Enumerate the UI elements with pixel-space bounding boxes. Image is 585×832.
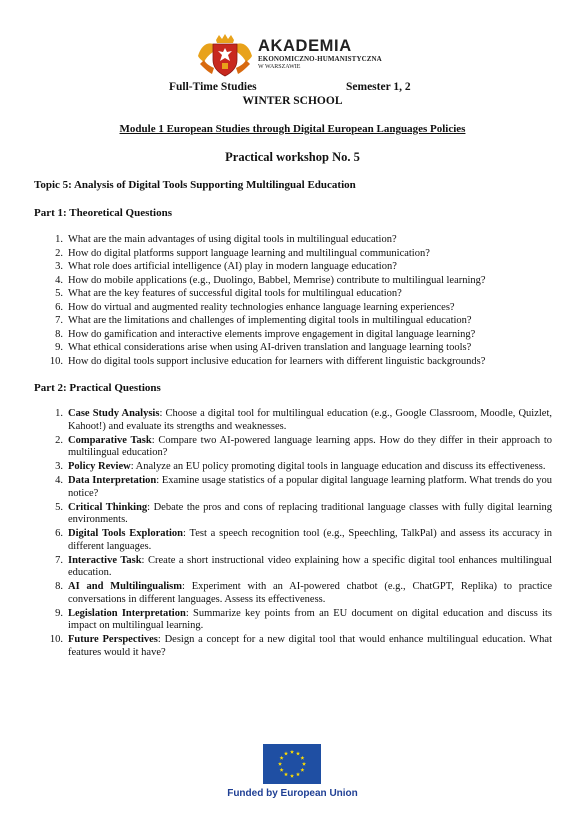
item-number: 5. bbox=[55, 288, 63, 299]
task-text: : Debate the pros and cons of replacing traditional language classes with fully digital learning environments. bbox=[68, 501, 552, 525]
task-text: : Create a short instructional video explaining how a specific digital tool enhances multilingual education. bbox=[68, 554, 552, 578]
logo-location: W WARSZAWIE bbox=[258, 64, 301, 70]
list-item bbox=[46, 555, 552, 580]
list-item bbox=[46, 328, 556, 342]
item-number: 10. bbox=[49, 355, 63, 367]
task-text: : Test a speech recognition tool (e.g., Speechling, TalkPal) and assess its accuracy in different languages. bbox=[68, 528, 552, 552]
list-item bbox=[46, 408, 552, 433]
question-text: How do virtual and augmented reality technologies enhance language learning experiences? bbox=[68, 301, 455, 313]
eu-flag-icon bbox=[263, 744, 321, 784]
topic-heading: Topic 5: Analysis of Digital Tools Supporting Multilingual Education bbox=[34, 179, 356, 191]
semester: Semester 1, 2 bbox=[346, 81, 411, 93]
workshop-title: Practical workshop No. 5 bbox=[225, 150, 360, 164]
task-text: : Summarize key points from an EU document on digital education and discuss its impact on multilingual learning. bbox=[68, 607, 552, 631]
item-number: 4. bbox=[55, 274, 63, 286]
question-text: How do mobile applications (e.g., Duolingo, Babbel, Memrise) contribute to multilingual learning? bbox=[68, 274, 486, 286]
item-number: 9. bbox=[55, 607, 63, 619]
list-item bbox=[46, 502, 552, 527]
task-label: Future Perspectives bbox=[68, 634, 158, 645]
item-number: 7. bbox=[55, 315, 63, 326]
task-label: Digital Tools Exploration bbox=[68, 528, 183, 539]
item-number: 4. bbox=[55, 475, 63, 486]
question-text: What are the limitations and challenges of implementing digital tools in multilingual education? bbox=[68, 315, 472, 326]
task-text: : Examine usage statistics of a popular digital language learning platform. What trends do you notice? bbox=[68, 475, 552, 499]
task-label: Legislation Interpretation bbox=[68, 607, 186, 619]
list-item bbox=[46, 341, 556, 355]
task-text: : Experiment with an AI-powered chatbot (e.g., ChatGPT, Replika) to practice conversations in different languages. Assess its effectiveness. bbox=[68, 581, 552, 605]
item-number: 5. bbox=[55, 501, 63, 513]
task-label: AI and Multilingualism bbox=[68, 581, 182, 592]
part1-heading: Part 1: Theoretical Questions bbox=[34, 207, 172, 219]
module-title: Module 1 European Studies through Digital European Languages Policies bbox=[119, 123, 466, 135]
task-label: Comparative Task bbox=[68, 434, 152, 446]
task-label: Interactive Task bbox=[68, 554, 142, 566]
funding-note: Funded by European Union bbox=[227, 788, 358, 799]
item-number: 3. bbox=[55, 461, 63, 472]
list-item bbox=[46, 355, 556, 369]
list-item bbox=[46, 233, 556, 247]
question-text: What are the main advantages of using digital tools in multilingual education? bbox=[68, 234, 397, 245]
task-label: Policy Review bbox=[68, 461, 131, 472]
practical-questions-list bbox=[46, 408, 552, 661]
task-label: Case Study Analysis bbox=[68, 408, 160, 419]
list-item bbox=[46, 475, 552, 500]
question-text: What role does artificial intelligence (AI) play in modern language education? bbox=[68, 261, 397, 272]
university-logo bbox=[196, 34, 396, 78]
logo-subtitle: EKONOMICZNO-HUMANISTYCZNA bbox=[258, 55, 382, 63]
theoretical-questions-list bbox=[46, 233, 556, 368]
item-number: 1. bbox=[55, 408, 63, 419]
question-text: How do digital tools support inclusive education for learners with different linguistic backgrounds? bbox=[68, 355, 486, 367]
task-text: : Choose a digital tool for multilingual education (e.g., Google Classroom, Moodle, Quizlet, Kahoot!) and evaluate its strengths and weaknesses. bbox=[68, 408, 553, 432]
task-text: : Analyze an EU policy promoting digital tools in language education and discuss its effectiveness. bbox=[130, 461, 546, 472]
list-item bbox=[46, 528, 552, 553]
item-number: 10. bbox=[49, 634, 63, 645]
item-number: 3. bbox=[55, 261, 63, 272]
list-item bbox=[46, 287, 556, 301]
question-text: How do gamification and interactive elements improve engagement in digital language learning? bbox=[68, 328, 476, 340]
list-item bbox=[46, 435, 552, 460]
item-number: 8. bbox=[55, 581, 63, 592]
study-mode: Full-Time Studies bbox=[169, 81, 257, 93]
task-label: Data Interpretation bbox=[68, 475, 157, 486]
item-number: 6. bbox=[55, 528, 63, 539]
item-number: 2. bbox=[55, 247, 63, 259]
question-text: What ethical considerations arise when using AI-driven translation and language learning tools? bbox=[68, 342, 472, 353]
logo-title: AKADEMIA bbox=[258, 37, 352, 55]
list-item bbox=[46, 634, 552, 659]
task-text: : Design a concept for a new digital tool that would enhance multilingual education. What features would it have? bbox=[68, 634, 552, 658]
crest-icon bbox=[196, 34, 254, 78]
item-number: 2. bbox=[55, 434, 63, 446]
question-text: How do digital platforms support language learning and multilingual communication? bbox=[68, 247, 430, 259]
item-number: 1. bbox=[55, 234, 63, 245]
item-number: 8. bbox=[55, 328, 63, 340]
part2-heading: Part 2: Practical Questions bbox=[34, 382, 161, 394]
list-item bbox=[46, 247, 556, 261]
list-item bbox=[46, 274, 556, 288]
school-name: WINTER SCHOOL bbox=[242, 95, 343, 107]
item-number: 7. bbox=[55, 554, 63, 566]
list-item bbox=[46, 301, 556, 315]
task-text: : Compare two AI-powered language learning apps. How do they differ in their approach to multilingual education? bbox=[68, 434, 552, 458]
list-item bbox=[46, 461, 552, 474]
list-item bbox=[46, 314, 556, 328]
item-number: 9. bbox=[55, 342, 63, 353]
item-number: 6. bbox=[55, 301, 63, 313]
list-item bbox=[46, 260, 556, 274]
question-text: What are the key features of successful digital tools for multilingual education? bbox=[68, 288, 402, 299]
task-label: Critical Thinking bbox=[68, 501, 148, 513]
list-item bbox=[46, 608, 552, 633]
list-item bbox=[46, 581, 552, 606]
